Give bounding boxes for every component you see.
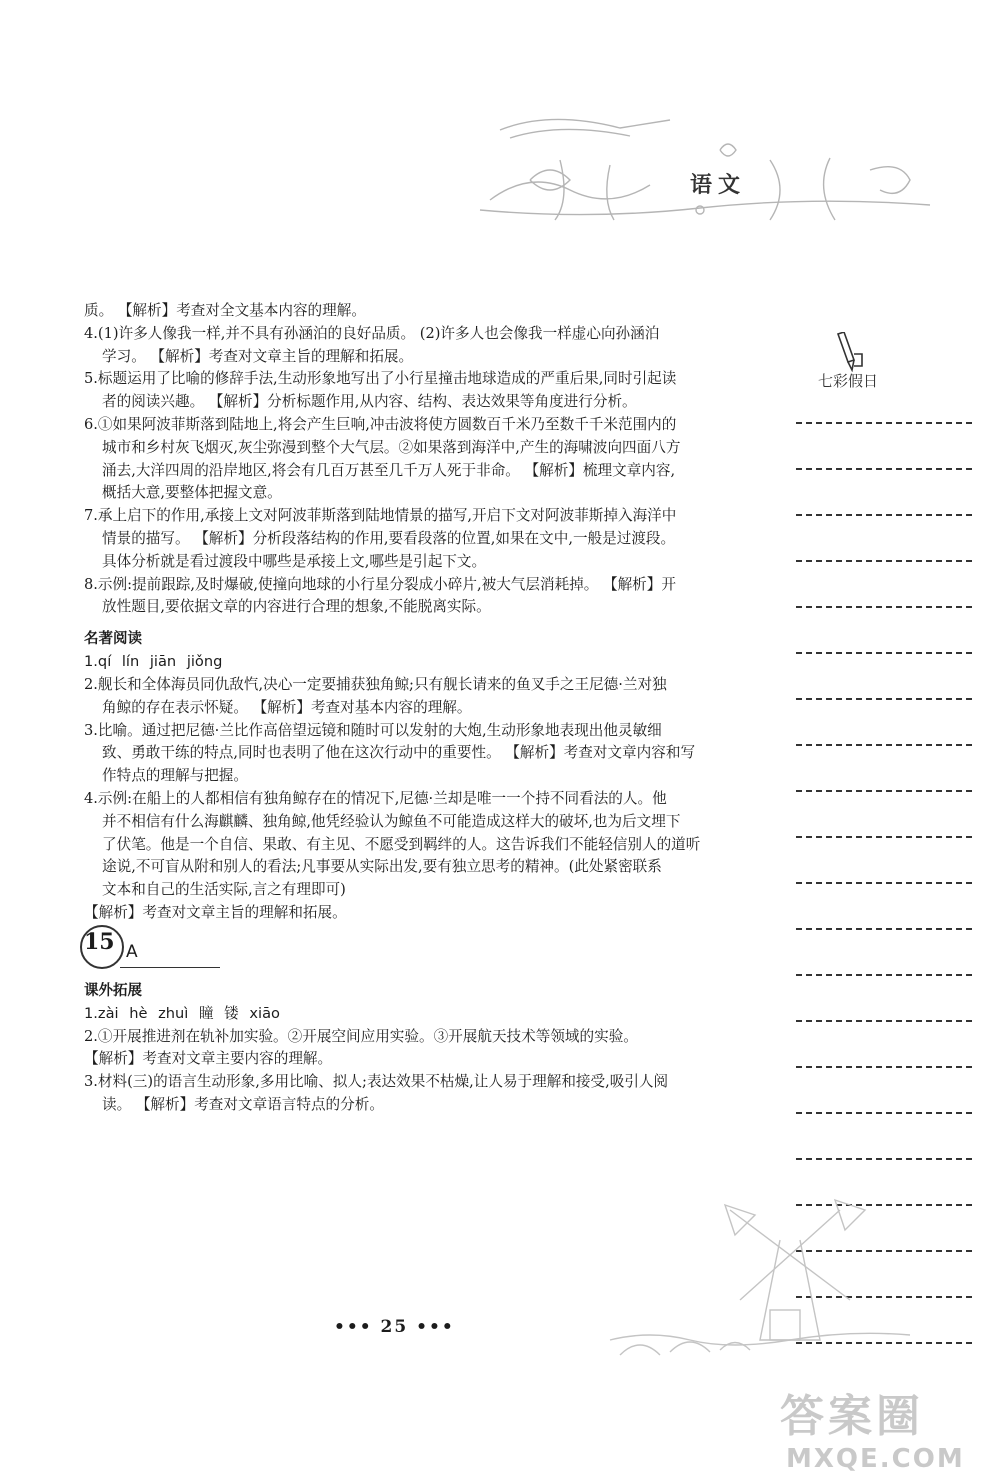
lesson-letter: A: [126, 941, 138, 962]
note-line: [796, 974, 972, 976]
note-line: [796, 1066, 972, 1068]
text-line: 3.比喻。通过把尼德·兰比作高倍望远镜和随时可以发射的大炮,生动形象地表现出他灵敏细: [84, 721, 662, 739]
classics-lines: [84, 674, 784, 925]
text-line: 4.(1)许多人像我一样,并不具有孙涵泊的良好品质。 (2)许多人也会像我一样虚心向孙涵泊: [84, 324, 660, 342]
note-line: [796, 1020, 972, 1022]
text-line: 涌去,大洋四周的沿岸地区,将会有几百万甚至几千万人死于非命。 【解析】梳理文章内容,: [102, 461, 676, 479]
pinyin-answer: 1.zài hè zhuì 瞳 镂 xiāo: [84, 1004, 280, 1022]
text-line: 学习。 【解析】考查对文章主旨的理解和拓展。: [102, 347, 414, 365]
note-line: [796, 744, 972, 746]
notes-sidebar: [796, 330, 976, 391]
note-line: [796, 1112, 972, 1114]
note-line: [796, 606, 972, 608]
text-line: 读。 【解析】考查对文章语言特点的分析。: [102, 1095, 384, 1113]
watermark-logo: [780, 1380, 965, 1474]
text-line: 情景的描写。 【解析】分析段落结构的作用,要看段落的位置,如果在文中,一般是过渡段。: [102, 529, 676, 547]
text-line: 作特点的理解与把握。: [102, 767, 248, 785]
note-line: [796, 790, 972, 792]
note-line: [796, 652, 972, 654]
lesson-marker: [84, 928, 784, 971]
note-line: [796, 836, 972, 838]
lesson-number: 15: [84, 928, 115, 955]
text-line: 【解析】考查对文章主要内容的理解。: [84, 1050, 333, 1068]
text-line: 质。 【解析】考查对全文基本内容的理解。: [84, 302, 366, 319]
pinyin-answer: 1.qí lín jiān jiǒng: [84, 653, 223, 671]
text-line: 城市和乡村灰飞烟灭,灰尘弥漫到整个大气层。②如果落到海洋中,产生的海啸波向四面八方: [102, 438, 681, 456]
note-line: [796, 468, 972, 470]
text-line: 者的阅读兴趣。 【解析】分析标题作用,从内容、结构、表达效果等角度进行分析。: [102, 393, 637, 411]
text-line: 7.承上启下的作用,承接上文对阿波菲斯落到陆地情景的描写,开启下文对阿波菲斯掉入海洋中: [84, 507, 677, 525]
text-line: 放性题目,要依据文章的内容进行合理的想象,不能脱离实际。: [102, 598, 491, 616]
text-line: 2.①开展推进剂在轨补加实验。②开展空间应用实验。③开展航天技术等领域的实验。: [84, 1027, 638, 1045]
text-line: 6.①如果阿波菲斯落到陆地上,将会产生巨响,冲击波将使方圆数百千米乃至数千千米范围内的: [84, 415, 677, 433]
note-line: [796, 1158, 972, 1160]
text-line: 文本和自己的生活实际,言之有理即可): [102, 881, 346, 899]
text-line: 角鲸的存在表示怀疑。 【解析】考查对基本内容的理解。: [102, 698, 472, 716]
windmill-illustration: [590, 1180, 930, 1380]
section-heading-extension: 课外拓展: [84, 982, 142, 999]
subject-title: 语文: [690, 172, 747, 198]
note-line: [796, 698, 972, 700]
note-line: [796, 422, 972, 424]
watermark-main: 答案圈: [780, 1391, 924, 1442]
text-line: 3.材料(三)的语言生动形象,多用比喻、拟人;表达效果不枯燥,让人易于理解和接受,吸引人阅: [84, 1073, 669, 1091]
sidebar-title: 七彩假日: [818, 372, 879, 390]
watermark-site: MXQE.COM: [786, 1444, 965, 1474]
note-line: [796, 882, 972, 884]
text-line: 【解析】考查对文章主旨的理解和拓展。: [84, 903, 347, 921]
answer-content: [84, 300, 784, 1117]
text-line: 8.示例:提前跟踪,及时爆破,使撞向地球的小行星分裂成小碎片,被大气层消耗掉。 【解析】开: [84, 575, 676, 593]
text-line: 具体分析就是看过渡段中哪些是承接上文,哪些是引起下文。: [102, 552, 487, 570]
pencil-icon: [834, 332, 864, 372]
text-line: 并不相信有什么海麒麟、独角鲸,他凭经验认为鲸鱼不可能造成这样大的破坏,也为后文埋下: [102, 812, 681, 830]
section-heading-classics: 名著阅读: [84, 631, 142, 648]
text-line: 概括大意,要整体把握文意。: [102, 484, 282, 502]
text-line: 了伏笔。他是一个自信、果敢、有主见、不愿受到羁绊的人。这告诉我们不能轻信别人的道听: [102, 835, 701, 853]
note-line: [796, 514, 972, 516]
text-line: 2.舰长和全体海员同仇敌忾,决心一定要捕获独角鲸;只有舰长请来的鱼叉手之王尼德·兰对独: [84, 675, 667, 693]
note-line: [796, 560, 972, 562]
text-line: 途说,不可盲从附和别人的看法;凡事要从实际出发,要有独立思考的精神。(此处紧密联系: [102, 858, 662, 876]
answer-lines: [84, 300, 784, 619]
text-line: 4.示例:在船上的人都相信有独角鲸存在的情况下,尼德·兰却是唯一一个持不同看法的人。他: [84, 789, 667, 807]
text-line: 5.标题运用了比喻的修辞手法,生动形象地写出了小行星撞击地球造成的严重后果,同时引起读: [84, 370, 677, 388]
extension-lines: [84, 1026, 784, 1117]
page-number: ••• 25 •••: [334, 1317, 455, 1337]
text-line: 致、勇敢干练的特点,同时也表明了他在这次行动中的重要性。 【解析】考查对文章内容和写: [102, 744, 696, 762]
note-line: [796, 928, 972, 930]
lesson-underline: [120, 967, 220, 968]
